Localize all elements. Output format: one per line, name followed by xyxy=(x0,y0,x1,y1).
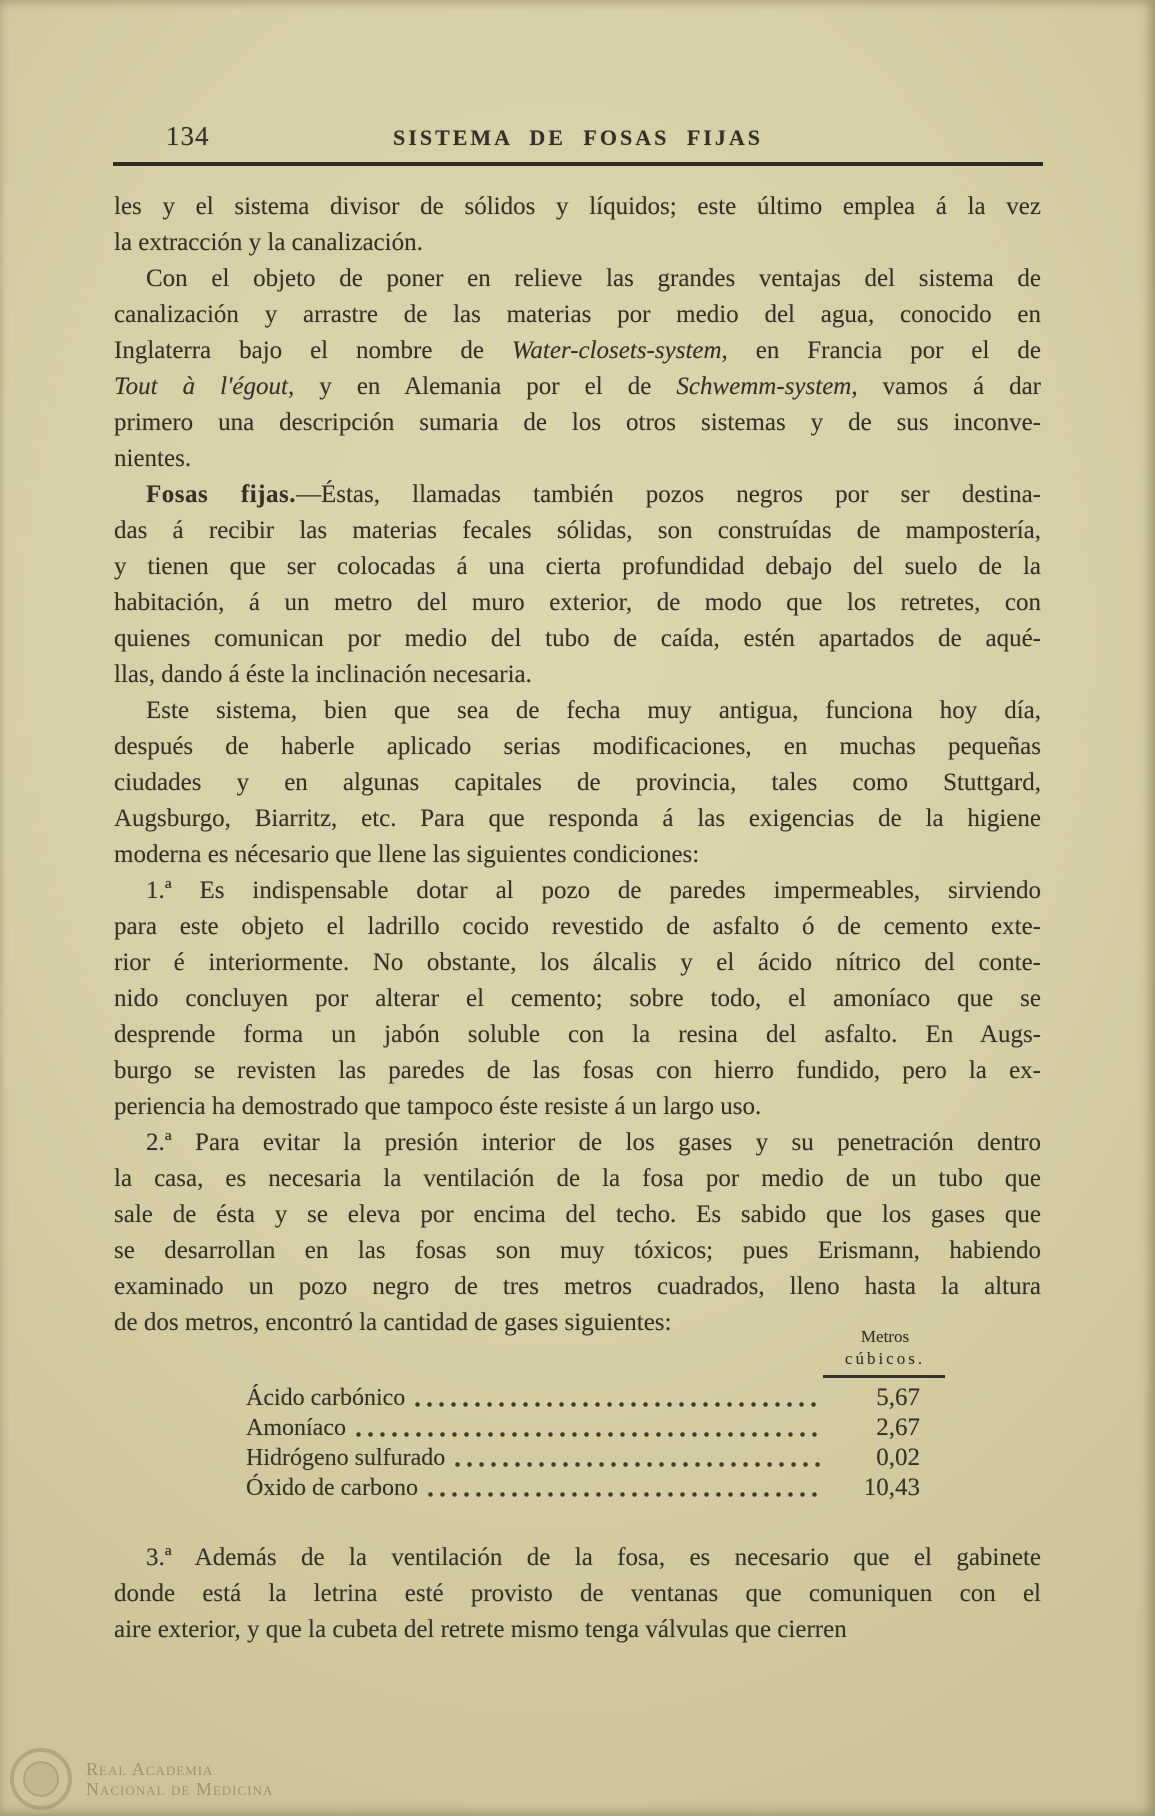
text-line: Fosas fijas.—Éstas, llamadas también pozos negros por ser destina- xyxy=(146,481,1041,508)
dot-leader xyxy=(356,1432,820,1437)
watermark-text xyxy=(86,1759,273,1799)
text-line: donde está la letrina esté provisto de ventanas que comuniquen con el xyxy=(114,1580,1041,1607)
main-text-column xyxy=(114,189,1041,1341)
table-row xyxy=(246,1474,920,1504)
academy-seal-core xyxy=(23,1761,59,1797)
text-line: habitación, á un metro del muro exterior, de modo que los retretes, con xyxy=(114,589,1041,616)
text-line: de dos metros, encontró la cantidad de gases siguientes: xyxy=(114,1309,672,1336)
text-line: das á recibir las materias fecales sólidas, son construídas de mampostería, xyxy=(114,517,1041,544)
text-line: examinado un pozo negro de tres metros cuadrados, lleno hasta la altura xyxy=(114,1273,1041,1300)
gas-table-header xyxy=(818,1326,952,1370)
academy-seal-icon xyxy=(10,1748,72,1810)
header-rule xyxy=(113,162,1043,166)
text-line: Inglaterra bajo el nombre de Water-closets-system, en Francia por el de xyxy=(114,337,1041,364)
table-row xyxy=(246,1384,920,1414)
text-line: sale de ésta y se eleva por encima del techo. Es sabido que los gases que xyxy=(114,1201,1041,1228)
table-row xyxy=(246,1444,920,1474)
closing-text-column xyxy=(114,1540,1041,1648)
text-line: y tienen que ser colocadas á una cierta profundidad debajo del suelo de la xyxy=(114,553,1041,580)
text-line: primero una descripción sumaria de los otros sistemas y de sus inconve- xyxy=(114,409,1041,436)
text-line: nientes. xyxy=(114,445,192,472)
gas-label: Amoníaco xyxy=(246,1415,346,1441)
text-line: Tout à l'égout, y en Alemania por el de Schwemm-system, vamos á dar xyxy=(114,373,1041,400)
text-line: les y el sistema divisor de sólidos y líquidos; este último emplea á la vez xyxy=(114,193,1041,220)
text-line: burgo se revisten las paredes de las fosas con hierro fundido, pero la ex- xyxy=(114,1057,1041,1084)
text-line: para este objeto el ladrillo cocido revestido de asfalto ó de cemento exte- xyxy=(114,913,1041,940)
text-line: la extracción y la canalización. xyxy=(114,229,423,256)
running-title: SISTEMA DE FOSAS FIJAS xyxy=(393,125,763,150)
text-line: moderna es nécesario que llene las siguientes condiciones: xyxy=(114,841,700,868)
library-watermark xyxy=(10,1748,273,1810)
text-line: Augsburgo, Biarritz, etc. Para que responda á las exigencias de la higiene xyxy=(114,805,1041,832)
gas-label: Ácido carbónico xyxy=(246,1385,406,1411)
text-line: ciudades y en algunas capitales de provincia, tales como Stuttgard, xyxy=(114,769,1041,796)
text-line: se desarrollan en las fosas son muy tóxicos; pues Erismann, habiendo xyxy=(114,1237,1041,1264)
dot-leader xyxy=(428,1492,820,1497)
gas-value: 10,43 xyxy=(863,1474,920,1501)
gas-table xyxy=(246,1384,920,1504)
dot-leader xyxy=(415,1402,820,1407)
text-line: nido concluyen por alterar el cemento; sobre todo, el amoníaco que se xyxy=(114,985,1041,1012)
text-line: Con el objeto de poner en relieve las grandes ventajas del sistema de xyxy=(146,265,1041,292)
gas-table-header-line2: cúbicos. xyxy=(844,1349,926,1368)
gas-value: 0,02 xyxy=(876,1444,920,1471)
gas-value: 5,67 xyxy=(876,1384,920,1411)
text-line: 1.ª Es indispensable dotar al pozo de paredes impermeables, sirviendo xyxy=(146,877,1041,904)
dot-leader xyxy=(455,1462,820,1467)
text-line: quienes comunican por medio del tubo de caída, estén apartados de aqué- xyxy=(114,625,1041,652)
text-line: 3.ª Además de la ventilación de la fosa, es necesario que el gabinete xyxy=(146,1544,1041,1571)
text-line: rior é interiormente. No obstante, los álcalis y el ácido nítrico del conte- xyxy=(114,949,1041,976)
text-line: aire exterior, y que la cubeta del retrete mismo tenga válvulas que cierren xyxy=(114,1616,847,1643)
text-line: después de haberle aplicado serias modificaciones, en muchas pequeñas xyxy=(114,733,1041,760)
text-line: desprende forma un jabón soluble con la resina del asfalto. En Augs- xyxy=(114,1021,1041,1048)
text-line: canalización y arrastre de las materias por medio del agua, conocido en xyxy=(114,301,1041,328)
gas-table-header-line1: Metros xyxy=(860,1327,910,1346)
gas-label: Hidrógeno sulfurado xyxy=(246,1445,446,1471)
text-line: 2.ª Para evitar la presión interior de los gases y su penetración dentro xyxy=(146,1129,1041,1156)
gas-label: Óxido de carbono xyxy=(246,1475,418,1501)
text-line: Este sistema, bien que sea de fecha muy antigua, funciona hoy día, xyxy=(146,697,1041,724)
text-line: periencia ha demostrado que tampoco éste resiste á un largo uso. xyxy=(114,1093,762,1120)
text-line: la casa, es necesaria la ventilación de la fosa por medio de un tubo que xyxy=(114,1165,1041,1192)
table-row xyxy=(246,1414,920,1444)
gas-table-header-rule xyxy=(823,1375,945,1378)
gas-value: 2,67 xyxy=(876,1414,920,1441)
watermark-line1: Real Academia xyxy=(86,1759,214,1779)
watermark-line2: Nacional de Medicina xyxy=(86,1779,274,1799)
text-line: llas, dando á éste la inclinación necesaria. xyxy=(114,661,532,688)
page-number: 134 xyxy=(166,121,210,151)
